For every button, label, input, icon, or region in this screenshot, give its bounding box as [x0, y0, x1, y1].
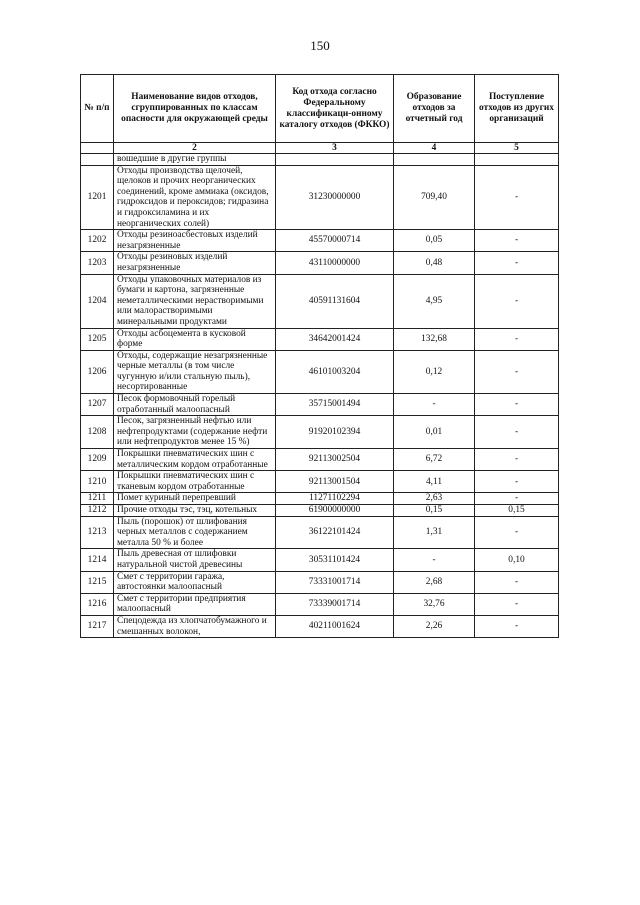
formed-amount: -	[394, 549, 475, 571]
fkko-code: 11271102294	[276, 493, 394, 505]
received-amount: -	[475, 615, 559, 637]
table-row	[81, 328, 559, 350]
continuation-formed	[394, 154, 475, 166]
waste-name: Пыль древесная от шлифовки натуральной чистой древесины	[114, 549, 276, 571]
column-number-4: 4	[394, 143, 475, 154]
received-amount: -	[475, 230, 559, 252]
formed-amount: -	[394, 394, 475, 416]
row-number: 1216	[81, 593, 114, 615]
table-row	[81, 571, 559, 593]
formed-amount: 4,11	[394, 471, 475, 493]
fkko-code: 43110000000	[276, 252, 394, 274]
table-row	[81, 252, 559, 274]
row-number: 1212	[81, 505, 114, 517]
column-number-3: 3	[276, 143, 394, 154]
row-number: 1202	[81, 230, 114, 252]
received-amount: -	[475, 571, 559, 593]
table-row	[81, 449, 559, 471]
formed-amount: 2,26	[394, 615, 475, 637]
fkko-code: 30531101424	[276, 549, 394, 571]
waste-name: Песок формовочный горелый отработанный малоопасный	[114, 394, 276, 416]
table-row	[81, 615, 559, 637]
received-amount: -	[475, 416, 559, 449]
formed-amount: 2,63	[394, 493, 475, 505]
table-row	[81, 493, 559, 505]
header-waste-name: Наименование видов отходов, сгруппированных по классам опасности для окружающей среды	[114, 75, 276, 143]
waste-name: Песок, загрязненный нефтью или нефтепродуктами (содержание нефти или нефтепродуктов менее 15 %)	[114, 416, 276, 449]
formed-amount: 32,76	[394, 593, 475, 615]
received-amount: -	[475, 274, 559, 328]
received-amount: -	[475, 394, 559, 416]
header-row	[81, 75, 559, 143]
received-amount: -	[475, 350, 559, 393]
column-number-5: 5	[475, 143, 559, 154]
table-row	[81, 471, 559, 493]
waste-name: Отходы, содержащие незагрязненные черные металлы (в том числе чугунную и/или стальную пыль), несортированные	[114, 350, 276, 393]
formed-amount: 1,31	[394, 516, 475, 549]
column-number-row	[81, 143, 559, 154]
waste-name: Отходы производства щелочей, щелоков и прочих неорганических соединений, кроме аммиака (оксидов, гидроксидов и пероксидов; гидразина и гидроксиламина и их неорганических солей)	[114, 165, 276, 230]
header-number: № п/п	[81, 75, 114, 143]
fkko-code: 40591131604	[276, 274, 394, 328]
fkko-code: 34642001424	[276, 328, 394, 350]
table-row	[81, 230, 559, 252]
waste-name: Смет с территории предприятия малоопасный	[114, 593, 276, 615]
received-amount: -	[475, 328, 559, 350]
row-number: 1217	[81, 615, 114, 637]
waste-name: Покрышки пневматических шин с тканевым кордом отработанные	[114, 471, 276, 493]
formed-amount: 4,95	[394, 274, 475, 328]
waste-name: Смет с территории гаража, автостоянки малоопасный	[114, 571, 276, 593]
waste-name: Отходы резиноасбестовых изделий незагрязненные	[114, 230, 276, 252]
row-number: 1206	[81, 350, 114, 393]
formed-amount: 6,72	[394, 449, 475, 471]
header-received: Поступление отходов из других организаций	[475, 75, 559, 143]
row-number: 1205	[81, 328, 114, 350]
table-row	[81, 593, 559, 615]
formed-amount: 132,68	[394, 328, 475, 350]
row-number: 1207	[81, 394, 114, 416]
formed-amount: 709,40	[394, 165, 475, 230]
fkko-code: 45570000714	[276, 230, 394, 252]
waste-table	[80, 74, 559, 638]
table-row	[81, 549, 559, 571]
page-number: 150	[310, 38, 330, 53]
row-number: 1215	[81, 571, 114, 593]
row-number: 1214	[81, 549, 114, 571]
waste-name: Отходы асбоцемента в кусковой форме	[114, 328, 276, 350]
received-amount: 0,10	[475, 549, 559, 571]
received-amount: -	[475, 449, 559, 471]
received-amount: -	[475, 471, 559, 493]
fkko-code: 73339001714	[276, 593, 394, 615]
fkko-code: 31230000000	[276, 165, 394, 230]
table-row	[81, 505, 559, 517]
table-row	[81, 416, 559, 449]
waste-name: Спецодежда из хлопчатобумажного и смешанных волокон,	[114, 615, 276, 637]
fkko-code: 91920102394	[276, 416, 394, 449]
table-row	[81, 516, 559, 549]
row-number: 1204	[81, 274, 114, 328]
continuation-received	[475, 154, 559, 166]
row-number: 1201	[81, 165, 114, 230]
fkko-code: 40211001624	[276, 615, 394, 637]
table-row	[81, 274, 559, 328]
column-number-2: 2	[114, 143, 276, 154]
continuation-number	[81, 154, 114, 166]
table-row	[81, 165, 559, 230]
header-fkko-code: Код отхода согласно Федеральному классификаци-онному каталогу отходов (ФККО)	[276, 75, 394, 143]
fkko-code: 61900000000	[276, 505, 394, 517]
row-number: 1203	[81, 252, 114, 274]
row-number: 1208	[81, 416, 114, 449]
continuation-text: вошедшие в другие группы	[114, 154, 276, 166]
fkko-code: 73331001714	[276, 571, 394, 593]
received-amount: -	[475, 516, 559, 549]
formed-amount: 2,68	[394, 571, 475, 593]
fkko-code: 36122101424	[276, 516, 394, 549]
table-row	[81, 394, 559, 416]
received-amount: 0,15	[475, 505, 559, 517]
continuation-row	[81, 154, 559, 166]
fkko-code: 35715001494	[276, 394, 394, 416]
waste-name: Покрышки пневматических шин с металлическим кордом отработанные	[114, 449, 276, 471]
formed-amount: 0,01	[394, 416, 475, 449]
received-amount: -	[475, 593, 559, 615]
received-amount: -	[475, 252, 559, 274]
row-number: 1213	[81, 516, 114, 549]
received-amount: -	[475, 165, 559, 230]
column-number-1	[81, 143, 114, 154]
row-number: 1209	[81, 449, 114, 471]
fkko-code: 46101003204	[276, 350, 394, 393]
row-number: 1211	[81, 493, 114, 505]
continuation-code	[276, 154, 394, 166]
row-number: 1210	[81, 471, 114, 493]
waste-name: Отходы резиновых изделий незагрязненные	[114, 252, 276, 274]
formed-amount: 0,48	[394, 252, 475, 274]
waste-name: Помет куриный перепревший	[114, 493, 276, 505]
formed-amount: 0,12	[394, 350, 475, 393]
formed-amount: 0,05	[394, 230, 475, 252]
received-amount: -	[475, 493, 559, 505]
fkko-code: 92113002504	[276, 449, 394, 471]
waste-name: Прочие отходы тэс, тэц, котельных	[114, 505, 276, 517]
header-formed: Образование отходов за отчетный год	[394, 75, 475, 143]
waste-name: Пыль (порошок) от шлифования черных металлов с содержанием металла 50 % и более	[114, 516, 276, 549]
fkko-code: 92113001504	[276, 471, 394, 493]
formed-amount: 0,15	[394, 505, 475, 517]
waste-name: Отходы упаковочных материалов из бумаги и картона, загрязненные неметаллическими нерастворимыми или малорастворимыми минеральными продуктами	[114, 274, 276, 328]
table-row	[81, 350, 559, 393]
